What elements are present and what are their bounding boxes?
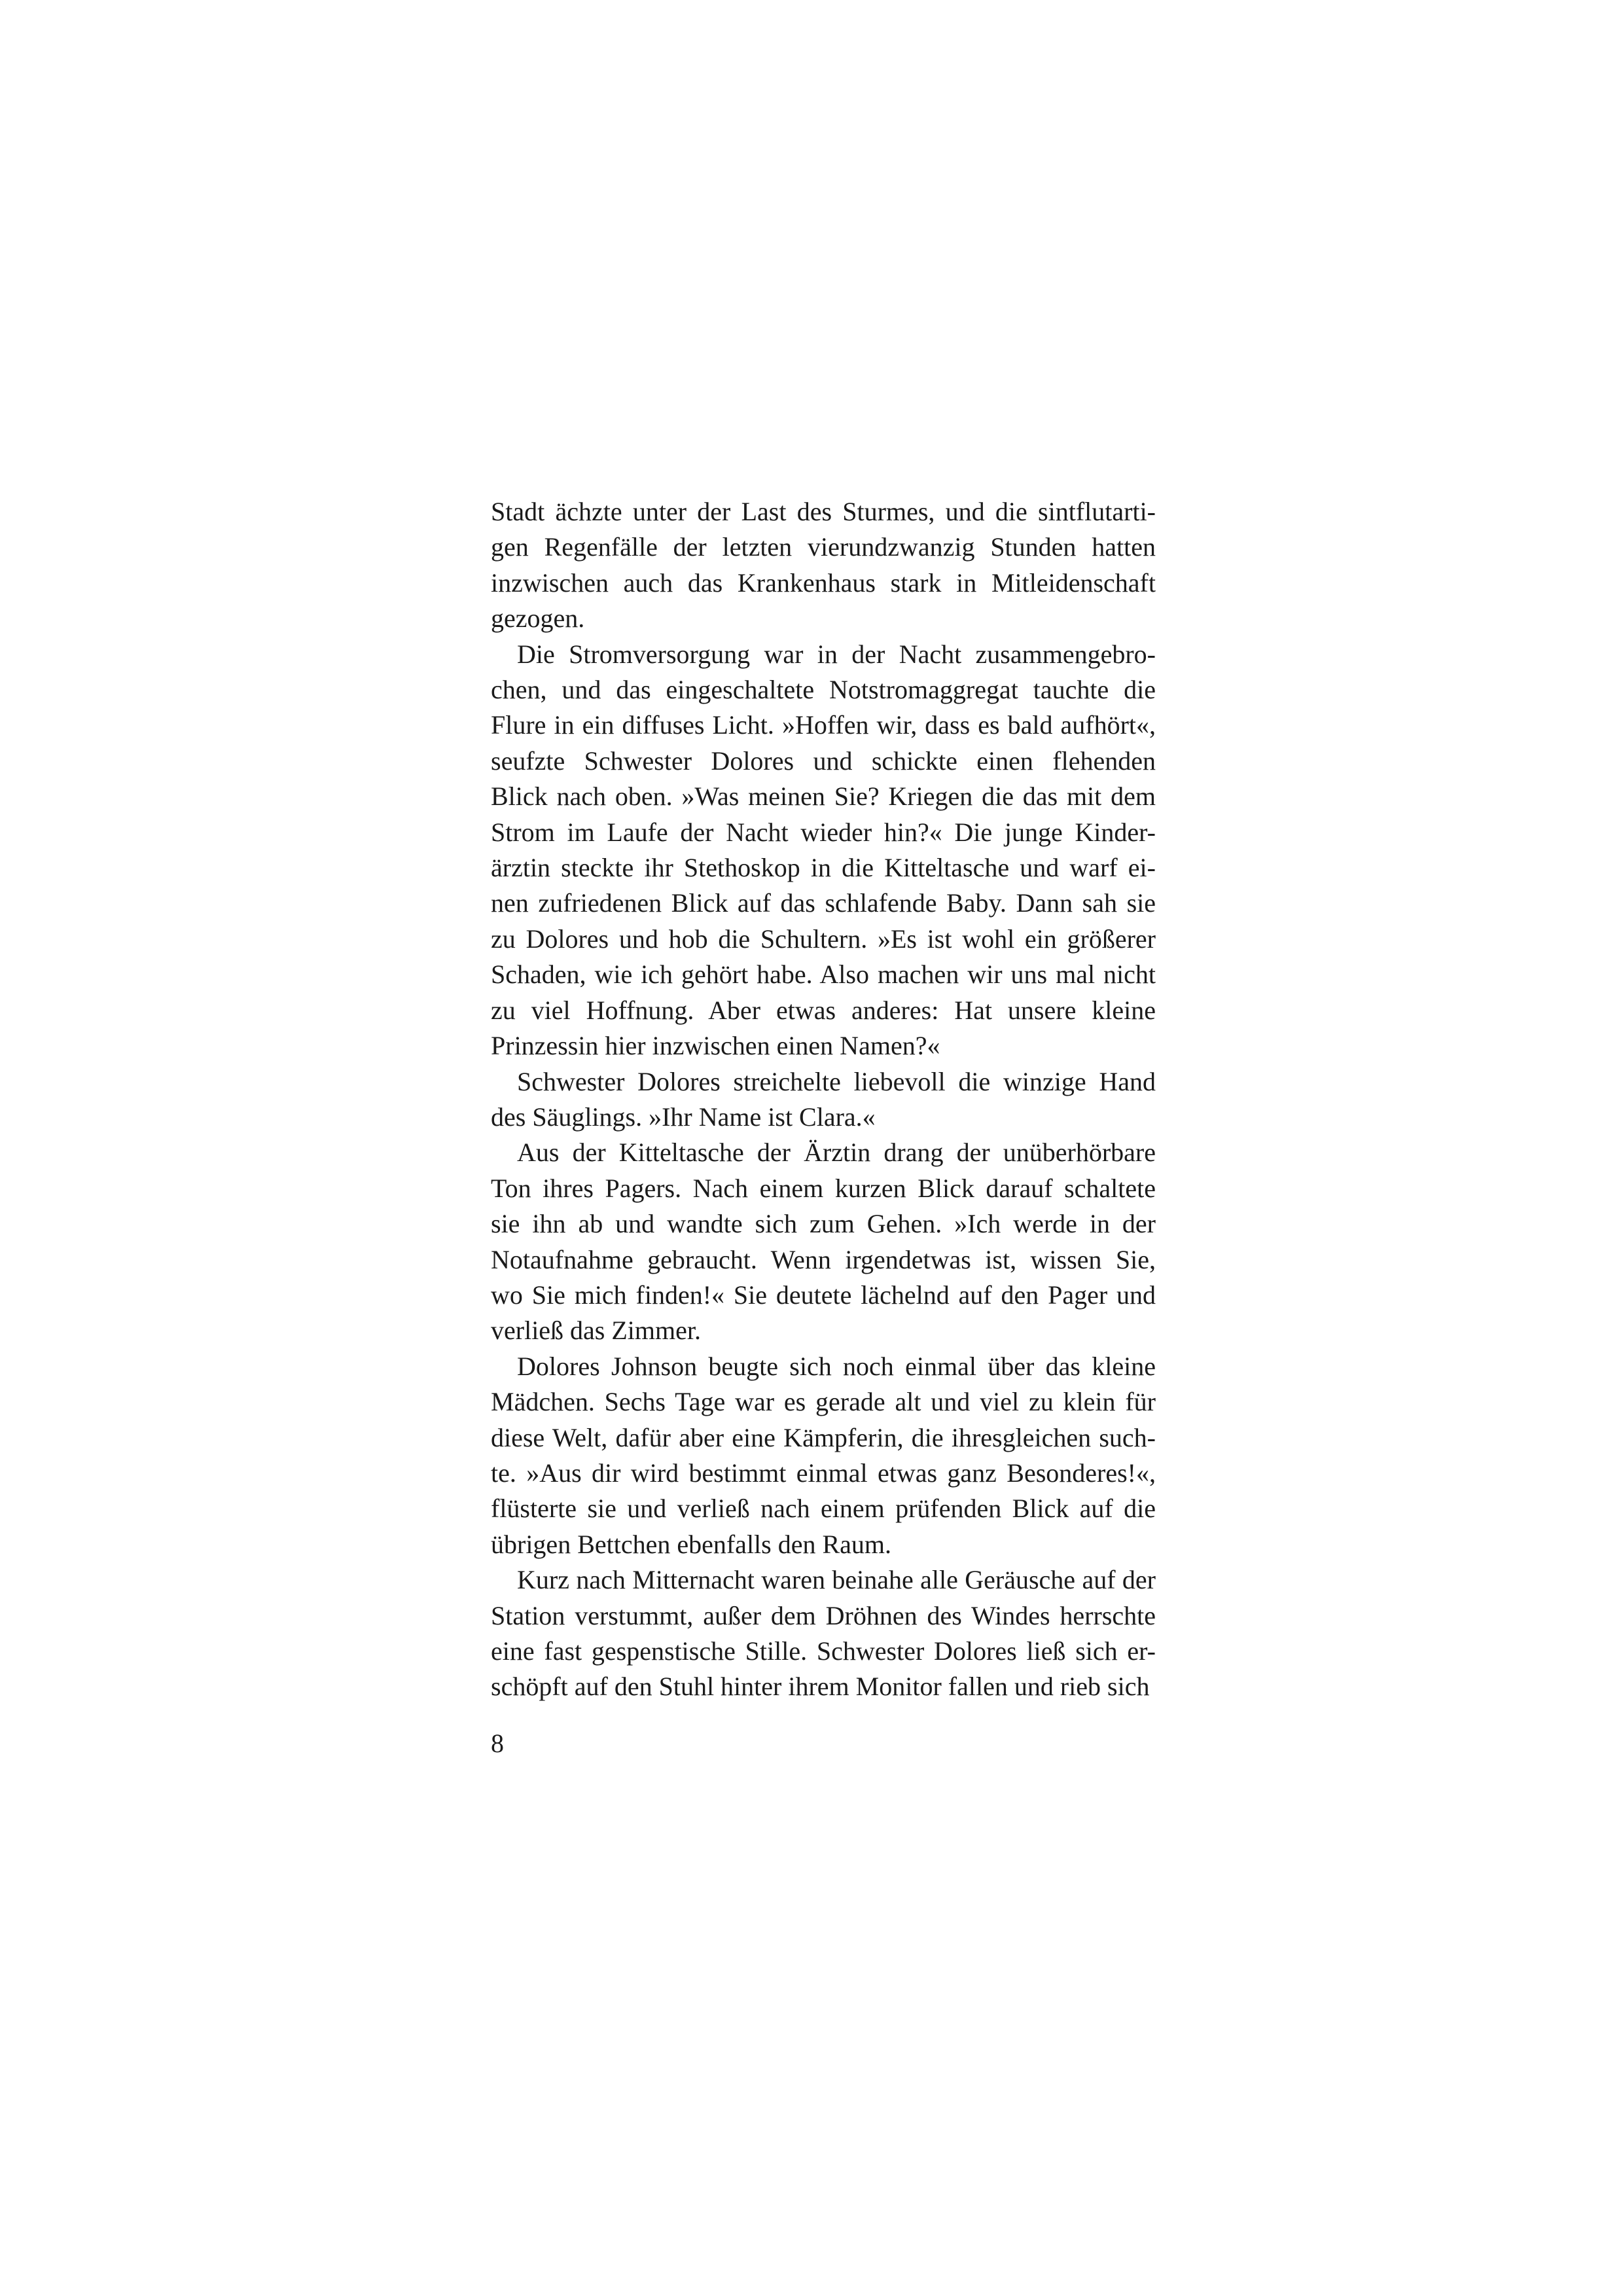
text-line: Flure in ein diffuses Licht. »Hoffen wir, dass es bald aufhört«, <box>491 710 1156 740</box>
text-line: Schwester Dolores streichelte liebevoll die winzige Hand <box>517 1066 1156 1096</box>
paragraph <box>491 1064 1156 1136</box>
text-line: übrigen Bettchen ebenfalls den Raum. <box>491 1529 892 1559</box>
text-line: diese Welt, dafür aber eine Kämpferin, die ihresgleichen such- <box>491 1422 1156 1452</box>
text-line: des Säuglings. »Ihr Name ist Clara.« <box>491 1102 876 1132</box>
text-line: schöpft auf den Stuhl hinter ihrem Monitor fallen und rieb sich <box>491 1672 1150 1702</box>
text-line: wo Sie mich finden!« Sie deutete lächelnd auf den Pager und <box>491 1280 1156 1310</box>
text-line: nen zufriedenen Blick auf das schlafende Baby. Dann sah sie <box>491 888 1156 918</box>
text-line: eine fast gespenstische Stille. Schwester Dolores ließ sich er- <box>491 1636 1156 1666</box>
paragraph <box>491 1562 1156 1705</box>
text-line: ärztin steckte ihr Stethoskop in die Kitteltasche und warf ei- <box>491 853 1156 883</box>
text-line: zu Dolores und hob die Schultern. »Es ist wohl ein größerer <box>491 924 1156 954</box>
text-line: te. »Aus dir wird bestimmt einmal etwas ganz Besonderes!«, <box>491 1458 1156 1488</box>
text-line: sie ihn ab und wandte sich zum Gehen. »Ich werde in der <box>491 1209 1156 1239</box>
paragraph <box>491 1135 1156 1348</box>
text-line: Prinzessin hier inzwischen einen Namen?« <box>491 1031 940 1061</box>
paragraph <box>491 637 1156 1064</box>
text-line: Kurz nach Mitternacht waren beinahe alle Geräusche auf der <box>517 1565 1156 1595</box>
text-block <box>491 494 1156 1705</box>
text-line: Schaden, wie ich gehört habe. Also machen wir uns mal nicht <box>491 960 1156 990</box>
paragraph <box>491 1349 1156 1562</box>
text-line: seufzte Schwester Dolores und schickte einen flehenden <box>491 745 1156 776</box>
text-line: Aus der Kitteltasche der Ärztin drang der unüberhörbare <box>517 1138 1156 1168</box>
text-line: Blick nach oben. »Was meinen Sie? Kriegen die das mit dem <box>491 781 1156 812</box>
text-line: inzwischen auch das Krankenhaus stark in Mitleidenschaft <box>491 567 1156 598</box>
text-line: gezogen. <box>491 603 585 634</box>
text-line: flüsterte sie und verließ nach einem prüfenden Blick auf die <box>491 1494 1156 1524</box>
paragraph <box>491 494 1156 637</box>
text-line: Mädchen. Sechs Tage war es gerade alt und viel zu klein für <box>491 1387 1156 1417</box>
text-line: Station verstummt, außer dem Dröhnen des Windes herrschte <box>491 1600 1156 1630</box>
text-line: chen, und das eingeschaltete Notstromaggregat tauchte die <box>491 675 1156 705</box>
text-line: gen Regenfälle der letzten vierundzwanzig Stunden hatten <box>491 532 1156 562</box>
page-number: 8 <box>491 1729 504 1758</box>
text-line: Notaufnahme gebraucht. Wenn irgendetwas ist, wissen Sie, <box>491 1244 1156 1274</box>
text-line: Dolores Johnson beugte sich noch einmal über das kleine <box>517 1351 1156 1381</box>
text-line: Strom im Laufe der Nacht wieder hin?« Die junge Kinder- <box>491 817 1156 847</box>
text-line: Ton ihres Pagers. Nach einem kurzen Blick darauf schaltete <box>491 1173 1156 1203</box>
text-line: Stadt ächzte unter der Last des Sturmes, und die sintflutarti- <box>491 497 1156 526</box>
text-line: verließ das Zimmer. <box>491 1316 702 1346</box>
text-line: Die Stromversorgung war in der Nacht zusammengebro- <box>517 639 1156 669</box>
text-line: zu viel Hoffnung. Aber etwas anderes: Hat unsere kleine <box>491 995 1156 1025</box>
